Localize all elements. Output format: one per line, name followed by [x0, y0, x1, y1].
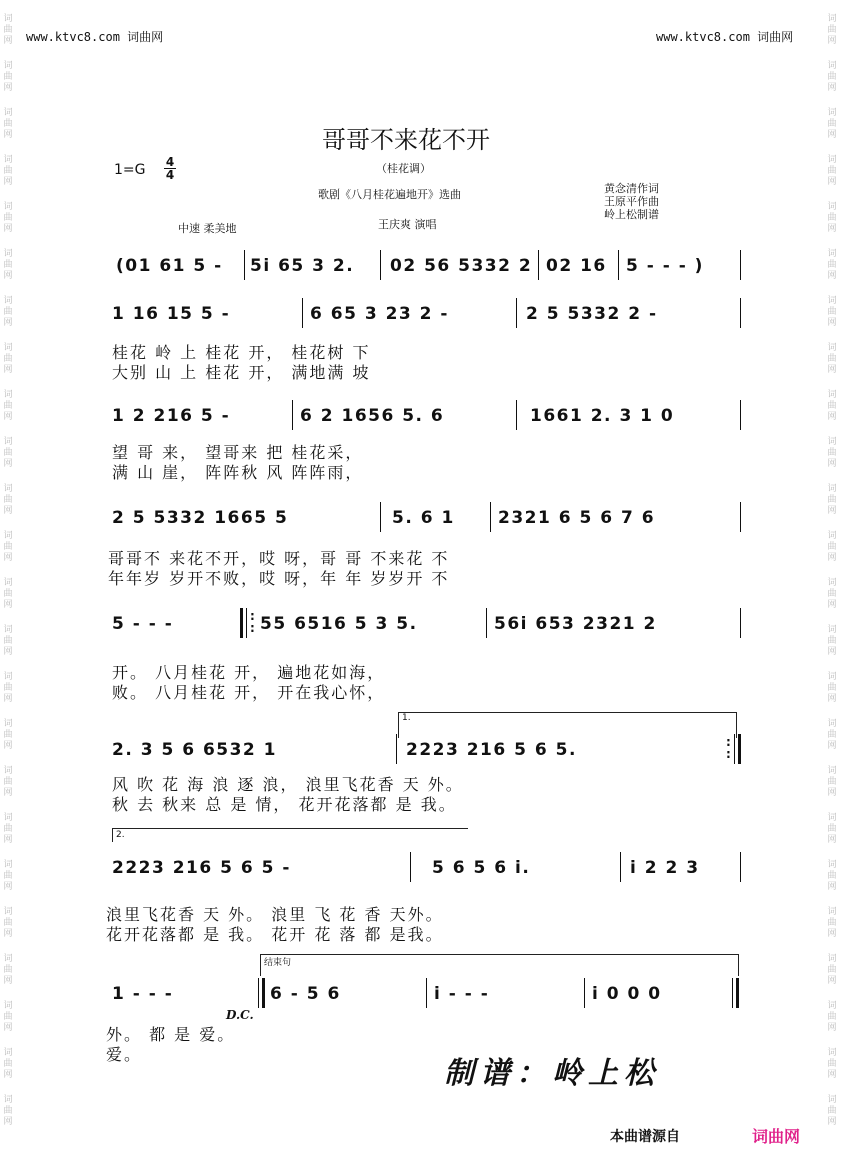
watermark-text: 词 曲 网 [3, 61, 13, 93]
singer-line: 王庆爽 演唱 [378, 218, 437, 231]
dc-marking: D.C. [226, 1008, 254, 1022]
footer-site-link[interactable]: 词曲网 [752, 1127, 801, 1146]
measure-r1-5: 5 - - - ) [626, 256, 704, 276]
time-signature [164, 156, 176, 181]
measure-r3-3: 1661 2. 3 1 0 [530, 406, 675, 426]
watermark-text: 词 曲 网 [827, 625, 837, 657]
lyric-r6-v1: 风 吹 花 海 浪 逐 浪， 浪里飞花香 天 外。 [112, 775, 464, 794]
watermark-text: 词 曲 网 [3, 860, 13, 892]
measure-r1-2: 5i 65 3 2. [250, 256, 355, 276]
tempo-marking: 中速 柔美地 [178, 222, 237, 235]
watermark-text: 词 曲 网 [3, 1095, 13, 1127]
watermark-text: 词 曲 网 [827, 813, 837, 845]
watermark-text: 词 曲 网 [3, 625, 13, 657]
watermark-text: 词 曲 网 [827, 202, 837, 234]
credit-transcriber: 岭上松制谱 [604, 208, 659, 221]
measure-r8-4: i 0 0 0 [592, 984, 662, 1004]
measure-r7-3: i 2 2 3 [630, 858, 700, 878]
key-signature [114, 162, 146, 178]
lyric-r2-v1: 桂花 岭 上 桂花 开， 桂花树 下 [112, 343, 371, 362]
watermark-text: 词 曲 网 [3, 343, 13, 375]
lyric-r6-v2: 秋 去 秋来 总 是 情， 花开花落都 是 我。 [112, 795, 457, 814]
watermark-text: 词 曲 网 [827, 1095, 837, 1127]
measure-r3-2: 6 2 1656 5. 6 [300, 406, 445, 426]
credit-lyricist: 黄念清作词 [604, 182, 659, 195]
watermark-text: 词 曲 网 [3, 484, 13, 516]
credit-composer: 王原平作曲 [604, 195, 659, 208]
volta-end: 结束句 [264, 958, 292, 968]
watermark-text: 词 曲 网 [3, 14, 13, 46]
watermark-text: 词 曲 网 [3, 437, 13, 469]
watermark-text: 词 曲 网 [3, 813, 13, 845]
watermark-text: 词 曲 网 [3, 766, 13, 798]
measure-r6-1: 2. 3 5 6 6532 1 [112, 740, 278, 760]
measure-r8-1: 1 - - - [112, 984, 174, 1004]
watermark-text: 词 曲 网 [827, 954, 837, 986]
lyric-r2-v2: 大别 山 上 桂花 开， 满地满 坡 [112, 363, 371, 382]
watermark-text: 词 曲 网 [3, 202, 13, 234]
footer-source-label: 本曲谱源自 [610, 1129, 680, 1145]
time-denominator: 4 [165, 168, 175, 182]
measure-r4-2: 5. 6 1 [392, 508, 455, 528]
song-subtitle: （桂花调） [376, 162, 431, 175]
measure-r5-1: 5 - - - [112, 614, 174, 634]
measure-r2-2: 6 65 3 23 2 - [310, 304, 449, 324]
lyric-r7-v1: 浪里飞花香 天 外。 浪里 飞 花 香 天外。 [106, 905, 444, 924]
key-label: 1=G [114, 162, 146, 178]
time-numerator: 4 [165, 155, 175, 169]
lyric-r4-v1: 哥哥不 来花不开，哎 呀，哥 哥 不来花 不 [108, 549, 450, 568]
watermark-text: 词 曲 网 [827, 108, 837, 140]
watermark-text: 词 曲 网 [827, 390, 837, 422]
watermark-text: 词 曲 网 [3, 907, 13, 939]
watermark-text: 词 曲 网 [827, 907, 837, 939]
measure-r1-3: 02 56 5332 2 [390, 256, 533, 276]
measure-r8-3: i - - - [434, 984, 490, 1004]
measure-r1-4: 02 16 [546, 256, 607, 276]
measure-r5-3: 56i 653 2321 2 [494, 614, 657, 634]
watermark-text: 词 曲 网 [827, 578, 837, 610]
measure-r4-1: 2 5 5332 1665 5 [112, 508, 289, 528]
watermark-text: 词 曲 网 [827, 860, 837, 892]
watermark-text: 词 曲 网 [3, 954, 13, 986]
watermark-text: 词 曲 网 [827, 155, 837, 187]
measure-r2-1: 1 16 15 5 - [112, 304, 231, 324]
watermark-text: 词 曲 网 [3, 719, 13, 751]
watermark-text: 词 曲 网 [3, 531, 13, 563]
source-line: 歌剧《八月桂花遍地开》选曲 [318, 188, 461, 201]
measure-r2-3: 2 5 5332 2 - [526, 304, 658, 324]
measure-r1-1: (01 61 5 - [116, 256, 223, 276]
watermark-text: 词 曲 网 [3, 155, 13, 187]
measure-r5-2: 55 6516 5 3 5. [260, 614, 418, 634]
watermark-text: 词 曲 网 [827, 1001, 837, 1033]
watermark-left [2, 0, 14, 1171]
measure-r3-1: 1 2 216 5 - [112, 406, 231, 426]
header-url-left[interactable]: www.ktvc8.com 词曲网 [26, 30, 164, 44]
watermark-text: 词 曲 网 [3, 249, 13, 281]
lyric-r7-v2: 花开花落都 是 我。 花开 花 落 都 是我。 [106, 925, 444, 944]
measure-r8-2: 6 - 5 6 [270, 984, 341, 1004]
watermark-text: 词 曲 网 [827, 249, 837, 281]
volta-2: 2. [116, 830, 125, 840]
watermark-text: 词 曲 网 [827, 437, 837, 469]
measure-r7-1: 2223 216 5 6 5 - [112, 858, 291, 878]
watermark-text: 词 曲 网 [3, 578, 13, 610]
watermark-text: 词 曲 网 [827, 484, 837, 516]
watermark-text: 词 曲 网 [827, 14, 837, 46]
watermark-text: 词 曲 网 [3, 390, 13, 422]
lyric-r4-v2: 年年岁 岁开不败，哎 呀，年 年 岁岁开 不 [108, 569, 450, 588]
watermark-right [826, 0, 838, 1171]
header-url-right[interactable]: www.ktvc8.com 词曲网 [656, 30, 794, 44]
transcriber-signature: 制谱：岭上松 [444, 1056, 660, 1091]
watermark-text: 词 曲 网 [827, 343, 837, 375]
watermark-text: 词 曲 网 [827, 719, 837, 751]
volta-1: 1. [402, 713, 411, 723]
watermark-text: 词 曲 网 [827, 1048, 837, 1080]
lyric-r8-v2: 爱。 [106, 1045, 143, 1064]
watermark-text: 词 曲 网 [827, 672, 837, 704]
lyric-r8-v1: 外。 都 是 爱。 [106, 1025, 236, 1044]
watermark-text: 词 曲 网 [827, 61, 837, 93]
watermark-text: 词 曲 网 [3, 1048, 13, 1080]
lyric-r3-v2: 满 山 崖， 阵阵秋 风 阵阵雨， [112, 463, 364, 482]
watermark-text: 词 曲 网 [827, 766, 837, 798]
lyric-r5-v1: 开。 八月桂花 开， 遍地花如海， [112, 663, 386, 682]
watermark-text: 词 曲 网 [3, 1001, 13, 1033]
measure-r6-2: 2223 216 5 6 5. [406, 740, 577, 760]
lyric-r3-v1: 望 哥 来， 望哥来 把 桂花采， [112, 443, 364, 462]
watermark-text: 词 曲 网 [3, 672, 13, 704]
watermark-text: 词 曲 网 [827, 296, 837, 328]
watermark-text: 词 曲 网 [827, 531, 837, 563]
measure-r7-2: 5 6 5 6 i. [432, 858, 531, 878]
watermark-text: 词 曲 网 [3, 296, 13, 328]
watermark-text: 词 曲 网 [3, 108, 13, 140]
measure-r4-3: 2321 6 5 6 7 6 [498, 508, 656, 528]
lyric-r5-v2: 败。 八月桂花 开， 开在我心怀， [112, 683, 386, 702]
credits [604, 182, 659, 221]
song-title: 哥哥不来花不开 [322, 126, 490, 154]
